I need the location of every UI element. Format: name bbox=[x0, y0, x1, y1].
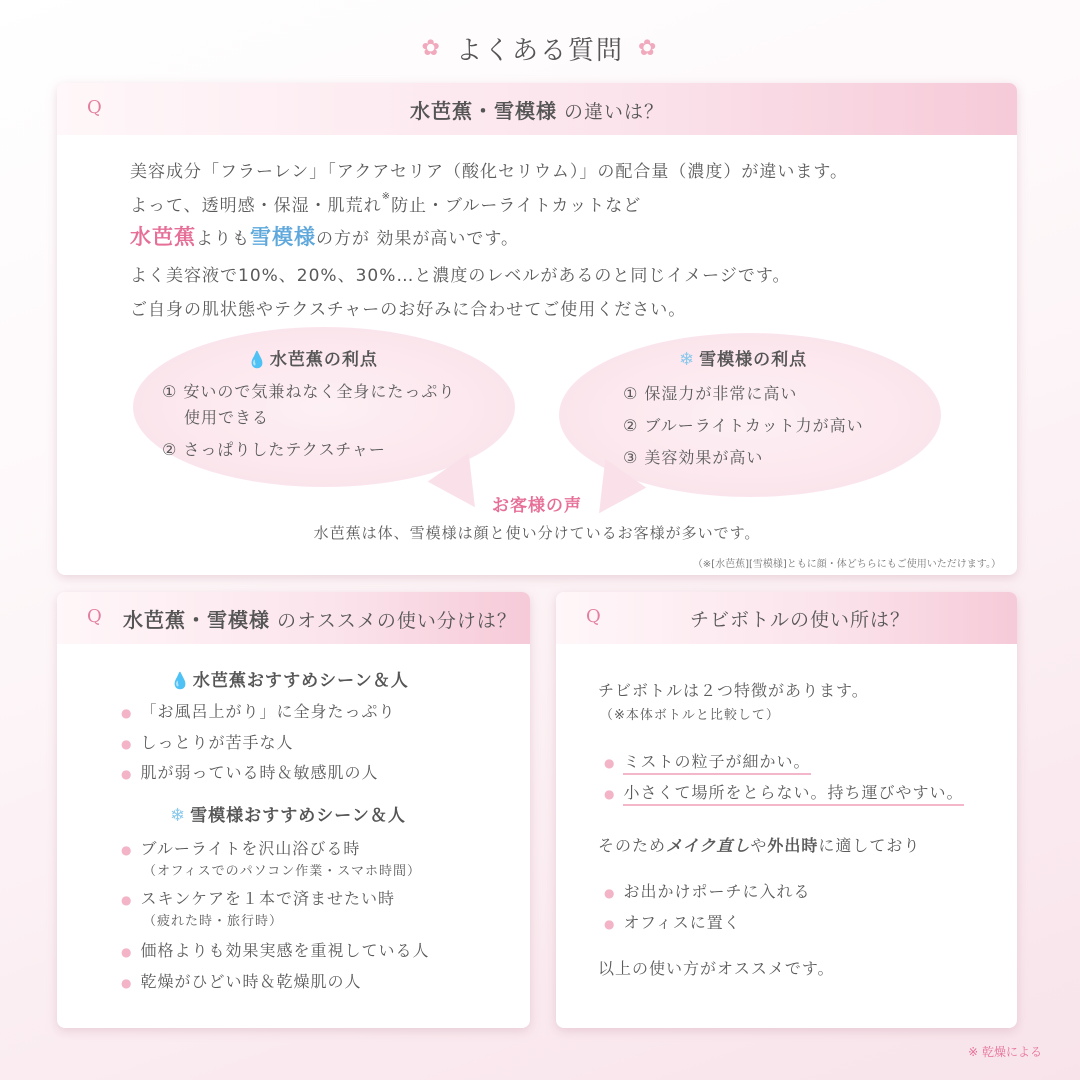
snowflake-icon: ❄ bbox=[679, 349, 696, 370]
list-item-text: しっとりが苦手な人 bbox=[140, 733, 294, 752]
merit-right-item-1: ① 保湿力が非常に高い bbox=[623, 384, 798, 403]
answer-line-3b: よりも bbox=[196, 229, 250, 249]
faq-card-difference bbox=[57, 83, 1017, 575]
scene-title-yukimoyou bbox=[170, 801, 406, 826]
list-item bbox=[604, 879, 811, 902]
page-title bbox=[0, 26, 1080, 70]
faq-card-header bbox=[57, 83, 1017, 135]
list-item-text: ブルーライトを沢山浴びる時 bbox=[140, 839, 361, 858]
scene-title-yukimoyou-text: 雪模様おすすめシーン＆人 bbox=[190, 806, 406, 826]
scene-title-mizubasho bbox=[170, 666, 409, 691]
faq-card-header bbox=[556, 592, 1017, 644]
mini-bottle-usage-intro bbox=[598, 833, 920, 856]
list-item-text: 乾燥がひどい時＆乾燥肌の人 bbox=[140, 972, 362, 991]
merit-right-item-2: ② ブルーライトカット力が高い bbox=[623, 416, 864, 435]
customer-voice-title: お客様の声 bbox=[492, 496, 582, 516]
dot-bullet-icon: ● bbox=[121, 706, 133, 720]
question-products: 水芭蕉・雪模様 bbox=[409, 98, 557, 123]
list-item bbox=[604, 749, 811, 772]
merit-right-title-text: 雪模様の利点 bbox=[699, 350, 808, 370]
list-item-sub: （疲れた時・旅行時） bbox=[143, 914, 284, 929]
use-text: お出かけポーチに入れる bbox=[623, 882, 811, 901]
answer-line-2 bbox=[130, 191, 641, 216]
list-item-sub: （オフィスでのパソコン作業・スマホ時間） bbox=[143, 864, 422, 879]
sakura-icon: ✿ bbox=[421, 35, 442, 61]
customer-voice-text: 水芭蕉は体、雪模様は顔と使い分けているお客様が多いです。 bbox=[313, 524, 761, 542]
merit-left-title bbox=[247, 345, 378, 370]
dryness-note: ※ 乾燥による bbox=[968, 1045, 1042, 1059]
q-mark: Q bbox=[87, 97, 102, 118]
yukimoyou-highlight: 雪模様 bbox=[250, 225, 316, 249]
dot-bullet-icon: ● bbox=[604, 917, 616, 931]
dot-bullet-icon: ● bbox=[604, 787, 616, 801]
faq-question: チビボトルの使い所は？ bbox=[690, 608, 911, 631]
list-item bbox=[604, 910, 741, 933]
snowflake-icon: ❄ bbox=[170, 805, 187, 826]
sakura-icon: ✿ bbox=[638, 35, 659, 61]
question-products: 水芭蕉・雪模様 bbox=[123, 607, 270, 632]
merit-right-item-3: ③ 美容効果が高い bbox=[623, 448, 764, 467]
dot-bullet-icon: ● bbox=[121, 976, 133, 990]
usage-makeup: メイク直し bbox=[666, 836, 751, 855]
dot-bullet-icon: ● bbox=[604, 756, 616, 770]
list-item-text: 肌が弱っている時＆敏感肌の人 bbox=[140, 763, 379, 782]
use-text: オフィスに置く bbox=[623, 913, 741, 932]
q-mark: Q bbox=[586, 606, 601, 627]
list-item-text: 「お風呂上がり」に全身たっぷり bbox=[140, 702, 396, 721]
faq-card-header bbox=[57, 592, 530, 644]
list-item bbox=[121, 969, 362, 992]
water-drop-icon: 💧 bbox=[170, 671, 191, 690]
dot-bullet-icon: ● bbox=[604, 886, 616, 900]
q-mark: Q bbox=[87, 606, 102, 627]
answer-line-1: 美容成分「フラーレン」「アクアセリア（酸化セリウム）」の配合量（濃度）が違います。 bbox=[130, 162, 849, 182]
usage-text-e: に適しており bbox=[818, 836, 921, 855]
list-item bbox=[121, 760, 379, 783]
faq-card-usage bbox=[57, 592, 530, 1028]
answer-line-4: よく美容液で10%、20%、30%…と濃度のレベルがあるのと同じイメージです。 bbox=[130, 266, 791, 286]
usage-text-c: や bbox=[750, 836, 768, 855]
merit-left-item-2: ② さっぱりしたテクスチャー bbox=[162, 440, 386, 459]
feature-text: 小さくて場所をとらない。持ち運びやすい。 bbox=[623, 783, 963, 806]
mini-bottle-intro-sub: （※本体ボトルと比較して） bbox=[600, 708, 780, 723]
mini-bottle-intro: チビボトルは２つ特徴があります。 bbox=[598, 681, 869, 700]
faq-question bbox=[123, 604, 517, 633]
list-item bbox=[121, 730, 294, 753]
mini-bottle-outro: 以上の使い方がオススメです。 bbox=[598, 959, 835, 978]
faq-question bbox=[57, 95, 1017, 124]
usage-footnote: （※[水芭蕉][雪模様]ともに顔・体どちらにもご使用いただけます。） bbox=[692, 559, 1001, 570]
note-mark: ※ bbox=[381, 191, 392, 202]
merit-left-title-text: 水芭蕉の利点 bbox=[269, 350, 378, 370]
list-item bbox=[121, 836, 360, 859]
feature-text: ミストの粒子が細かい。 bbox=[623, 752, 810, 775]
answer-line-2b: 防止・ブルーライトカットなど bbox=[391, 196, 642, 216]
dot-bullet-icon: ● bbox=[121, 767, 133, 781]
mizubasho-highlight: 水芭蕉 bbox=[130, 225, 196, 249]
answer-line-2a: よって、透明感・保湿・肌荒れ bbox=[130, 196, 382, 216]
usage-text-a: そのため bbox=[598, 836, 667, 855]
dot-bullet-icon: ● bbox=[121, 843, 133, 857]
faq-card-mini-bottle bbox=[556, 592, 1017, 1028]
list-item bbox=[121, 886, 395, 909]
scene-title-mizubasho-text: 水芭蕉おすすめシーン＆人 bbox=[192, 671, 409, 691]
list-item-text: スキンケアを１本で済ませたい時 bbox=[140, 889, 396, 908]
dot-bullet-icon: ● bbox=[121, 945, 133, 959]
answer-line-3d: の方が 効果が高いです。 bbox=[316, 229, 520, 249]
page-title-text: よくある質問 bbox=[455, 35, 624, 66]
water-drop-icon: 💧 bbox=[247, 350, 268, 369]
list-item bbox=[121, 938, 430, 961]
list-item bbox=[121, 699, 396, 722]
merit-left-item-1b: 使用できる bbox=[184, 408, 270, 427]
dot-bullet-icon: ● bbox=[121, 893, 133, 907]
list-item bbox=[604, 780, 964, 803]
merit-right-title bbox=[679, 345, 807, 370]
question-rest: のオススメの使い分けは？ bbox=[270, 609, 517, 632]
list-item-text: 価格よりも効果実感を重視している人 bbox=[140, 941, 430, 960]
merit-left-item-1a: ① 安いので気兼ねなく全身にたっぷり bbox=[162, 382, 456, 401]
usage-outing: 外出時 bbox=[767, 836, 819, 855]
dot-bullet-icon: ● bbox=[121, 737, 133, 751]
answer-line-3 bbox=[130, 221, 519, 251]
answer-line-5: ご自身の肌状態やテクスチャーのお好みに合わせてご使用ください。 bbox=[130, 300, 687, 320]
question-rest: の違いは？ bbox=[556, 100, 665, 123]
